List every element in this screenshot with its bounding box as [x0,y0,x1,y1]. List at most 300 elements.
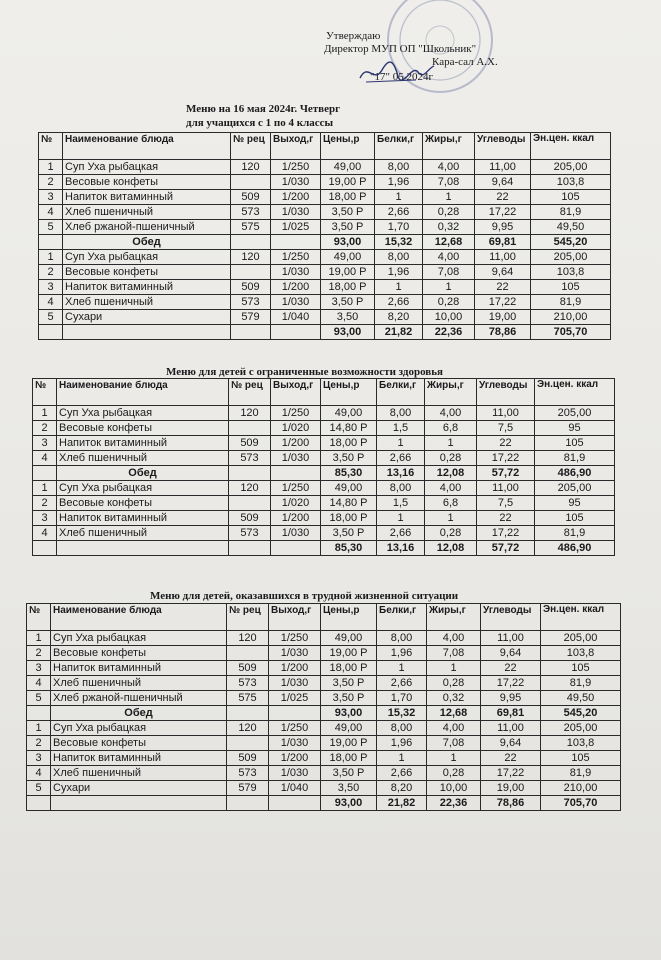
cell-fat: 10,00 [427,781,481,796]
cell-out: 1/250 [271,160,321,175]
cell-n: 3 [33,511,57,526]
cell-price: 19,00 Р [321,265,375,280]
column-header: № [27,604,51,631]
cell-n: 1 [33,406,57,421]
cell-fat: 12,08 [425,541,477,556]
cell-n: 3 [27,661,51,676]
subtotal-row [27,706,621,721]
table-row [27,691,621,706]
cell-prot: 1 [375,280,423,295]
cell-kcal: 103,8 [531,265,611,280]
cell-prot: 8,00 [377,631,427,646]
cell-rec: 509 [229,511,271,526]
cell-out: 1/250 [269,631,321,646]
cell-rec: 573 [231,205,271,220]
cell-n: 2 [39,265,63,280]
column-header: № рец [229,379,271,406]
cell-prot: 8,00 [375,160,423,175]
table-row [27,751,621,766]
cell-rec: 575 [231,220,271,235]
table-row [39,280,611,295]
column-header: Выход,г [269,604,321,631]
cell-name: Обед [63,235,231,250]
cell-prot: 2,66 [377,766,427,781]
cell-name [57,541,229,556]
cell-out: 1/030 [271,265,321,280]
cell-rec: 573 [231,295,271,310]
column-header: № [39,133,63,160]
cell-rec [227,796,269,811]
table-row [39,220,611,235]
cell-out: 1/030 [271,295,321,310]
cell-prot: 1,70 [375,220,423,235]
cell-prot: 15,32 [377,706,427,721]
cell-rec [229,466,271,481]
cell-fat: 4,00 [425,481,477,496]
cell-kcal: 105 [541,751,621,766]
cell-carb: 11,00 [481,721,541,736]
cell-kcal: 81,9 [535,526,615,541]
cell-prot: 15,32 [375,235,423,250]
approval-line-4: "17" 05 2024г [370,71,433,83]
column-header: Эн.цен. ккал [541,604,621,631]
cell-rec [227,646,269,661]
cell-prot: 1,96 [375,175,423,190]
cell-rec: 120 [227,631,269,646]
cell-n: 3 [39,190,63,205]
cell-out: 1/250 [269,721,321,736]
cell-carb: 22 [477,436,535,451]
cell-price: 49,00 [321,721,377,736]
cell-price: 3,50 Р [321,451,377,466]
cell-prot: 1 [377,751,427,766]
cell-out: 1/200 [271,280,321,295]
cell-carb: 11,00 [475,250,531,265]
cell-name: Напиток витаминный [51,751,227,766]
cell-kcal: 545,20 [531,235,611,250]
cell-prot: 1,96 [375,265,423,280]
menu-subtitle: для учащихся с 1 по 4 классы [186,117,334,129]
column-header: Белки,г [377,379,425,406]
cell-out: 1/025 [269,691,321,706]
menu-title: Меню на 16 мая 2024г. Четверг [186,103,341,115]
cell-kcal: 105 [531,280,611,295]
cell-n [33,466,57,481]
cell-carb: 11,00 [475,160,531,175]
cell-n: 1 [39,160,63,175]
cell-kcal: 49,50 [541,691,621,706]
table-row [39,190,611,205]
cell-fat: 6,8 [425,496,477,511]
cell-fat: 4,00 [423,160,475,175]
cell-out [269,706,321,721]
table-row [39,250,611,265]
total-row [27,796,621,811]
cell-carb: 9,64 [475,175,531,190]
column-header: Наименование блюда [57,379,229,406]
cell-rec: 509 [227,661,269,676]
cell-name: Суп Уха рыбацкая [57,481,229,496]
column-header: Жиры,г [425,379,477,406]
cell-n: 4 [27,676,51,691]
cell-price: 18,00 Р [321,280,375,295]
cell-n: 3 [27,751,51,766]
cell-carb: 9,64 [475,265,531,280]
cell-price: 93,00 [321,706,377,721]
cell-out: 1/250 [271,406,321,421]
cell-n: 1 [33,481,57,496]
cell-prot: 1,96 [377,736,427,751]
section-title-limited-health: Меню для детей с ограниченные возможности здоровья [166,366,444,378]
cell-n: 2 [33,421,57,436]
column-header: Цены,р [321,604,377,631]
cell-rec [229,421,271,436]
cell-prot: 2,66 [375,205,423,220]
cell-rec [231,325,271,340]
column-header: Выход,г [271,379,321,406]
cell-prot: 1 [377,661,427,676]
cell-rec: 579 [231,310,271,325]
cell-fat: 0,32 [423,220,475,235]
cell-n: 4 [27,766,51,781]
table-row [39,265,611,280]
cell-prot: 1,70 [377,691,427,706]
cell-kcal: 486,90 [535,541,615,556]
cell-kcal: 81,9 [541,676,621,691]
cell-price: 3,50 [321,781,377,796]
cell-price: 19,00 Р [321,736,377,751]
column-header: Углеводы [475,133,531,160]
cell-prot: 8,00 [377,721,427,736]
cell-price: 93,00 [321,325,375,340]
approval-line-3: Кара-сал А.Х. [432,56,498,68]
cell-name: Хлеб ржаной-пшеничный [51,691,227,706]
total-row [39,325,611,340]
cell-n [27,796,51,811]
cell-carb: 11,00 [477,481,535,496]
cell-fat: 1 [423,190,475,205]
cell-kcal: 205,00 [535,406,615,421]
cell-price: 93,00 [321,796,377,811]
table-header-row [39,133,611,160]
cell-carb: 9,64 [481,736,541,751]
cell-carb: 17,22 [475,295,531,310]
cell-carb: 19,00 [481,781,541,796]
cell-kcal: 486,90 [535,466,615,481]
cell-out: 1/030 [269,766,321,781]
cell-prot: 2,66 [377,676,427,691]
cell-fat: 6,8 [425,421,477,436]
table-row [33,526,615,541]
cell-prot: 2,66 [377,451,425,466]
cell-kcal: 105 [535,511,615,526]
cell-rec [229,496,271,511]
cell-carb: 17,22 [481,676,541,691]
cell-kcal: 81,9 [541,766,621,781]
column-header: № рец [231,133,271,160]
cell-out [271,466,321,481]
cell-out: 1/200 [271,511,321,526]
subtotal-row [39,235,611,250]
cell-n: 2 [27,736,51,751]
cell-price: 18,00 Р [321,661,377,676]
cell-fat: 0,28 [427,676,481,691]
cell-kcal: 103,8 [531,175,611,190]
cell-fat: 12,68 [427,706,481,721]
cell-carb: 7,5 [477,421,535,436]
cell-name: Хлеб пшеничный [63,205,231,220]
cell-price: 18,00 Р [321,436,377,451]
column-header: Белки,г [377,604,427,631]
cell-name: Весовые конфеты [57,496,229,511]
cell-kcal: 210,00 [531,310,611,325]
cell-name: Хлеб пшеничный [63,295,231,310]
cell-n: 2 [39,175,63,190]
cell-kcal: 205,00 [531,250,611,265]
table-row [27,661,621,676]
cell-rec [229,541,271,556]
cell-fat: 0,28 [423,205,475,220]
table-header-row [27,604,621,631]
cell-price: 49,00 [321,406,377,421]
column-header: Эн.цен. ккал [531,133,611,160]
cell-carb: 78,86 [481,796,541,811]
cell-kcal: 705,70 [541,796,621,811]
cell-name: Суп Уха рыбацкая [63,250,231,265]
cell-fat: 4,00 [423,250,475,265]
cell-carb: 17,22 [477,526,535,541]
cell-kcal: 103,8 [541,736,621,751]
cell-prot: 21,82 [377,796,427,811]
cell-carb: 9,64 [481,646,541,661]
cell-fat: 10,00 [423,310,475,325]
cell-prot: 1,96 [377,646,427,661]
cell-out: 1/030 [271,175,321,190]
cell-price: 49,00 [321,481,377,496]
cell-out: 1/020 [271,496,321,511]
cell-price: 3,50 Р [321,295,375,310]
cell-carb: 57,72 [477,466,535,481]
cell-kcal: 81,9 [531,205,611,220]
cell-price: 3,50 Р [321,691,377,706]
cell-name: Суп Уха рыбацкая [57,406,229,421]
column-header: Жиры,г [427,604,481,631]
cell-name [63,325,231,340]
cell-fat: 1 [425,511,477,526]
column-header: Цены,р [321,379,377,406]
cell-name: Обед [51,706,227,721]
cell-carb: 78,86 [475,325,531,340]
cell-n: 5 [39,220,63,235]
table-row [39,205,611,220]
column-header: Наименование блюда [63,133,231,160]
cell-n [27,706,51,721]
cell-carb: 17,22 [481,766,541,781]
cell-rec: 120 [227,721,269,736]
cell-prot: 1 [377,436,425,451]
cell-fat: 0,28 [425,526,477,541]
cell-kcal: 205,00 [541,721,621,736]
section-title-hard-situation: Меню для детей, оказавшихся в трудной жизненной ситуации [150,590,459,602]
cell-price: 18,00 Р [321,190,375,205]
cell-out: 1/030 [271,205,321,220]
table-row [33,436,615,451]
table-row [33,511,615,526]
cell-rec [227,706,269,721]
cell-kcal: 205,00 [531,160,611,175]
column-header: Эн.цен. ккал [535,379,615,406]
cell-price: 3,50 Р [321,676,377,691]
table-row [33,481,615,496]
cell-fat: 22,36 [423,325,475,340]
cell-fat: 0,28 [427,766,481,781]
cell-prot: 1 [375,190,423,205]
cell-out: 1/025 [271,220,321,235]
cell-out: 1/020 [271,421,321,436]
cell-name: Обед [57,466,229,481]
cell-fat: 7,08 [427,736,481,751]
cell-carb: 22 [481,751,541,766]
cell-prot: 2,66 [377,526,425,541]
cell-kcal: 105 [531,190,611,205]
cell-name: Хлеб пшеничный [51,766,227,781]
cell-out [269,796,321,811]
cell-name: Сухари [51,781,227,796]
cell-out: 1/030 [269,646,321,661]
cell-n [33,541,57,556]
column-header: Углеводы [481,604,541,631]
cell-kcal: 103,8 [541,646,621,661]
cell-kcal: 81,9 [535,451,615,466]
cell-n [39,325,63,340]
cell-out [271,235,321,250]
cell-fat: 7,08 [427,646,481,661]
table-header-row [33,379,615,406]
cell-kcal: 105 [535,436,615,451]
cell-carb: 19,00 [475,310,531,325]
cell-n: 4 [33,451,57,466]
cell-out: 1/040 [269,781,321,796]
cell-rec: 509 [231,280,271,295]
total-row [33,541,615,556]
cell-carb: 11,00 [481,631,541,646]
column-header: Углеводы [477,379,535,406]
table-row [27,631,621,646]
cell-out [271,541,321,556]
table-row [27,766,621,781]
cell-n: 1 [27,631,51,646]
cell-price: 3,50 Р [321,766,377,781]
cell-out: 1/030 [271,451,321,466]
cell-n: 5 [27,691,51,706]
cell-rec: 573 [229,526,271,541]
cell-name: Суп Уха рыбацкая [51,631,227,646]
cell-price: 93,00 [321,235,375,250]
table-row [27,736,621,751]
cell-carb: 9,95 [481,691,541,706]
cell-price: 85,30 [321,541,377,556]
cell-rec: 579 [227,781,269,796]
cell-rec: 120 [229,406,271,421]
cell-prot: 21,82 [375,325,423,340]
table-row [33,406,615,421]
cell-carb: 17,22 [477,451,535,466]
column-header: Выход,г [271,133,321,160]
table-row [33,421,615,436]
cell-n: 3 [33,436,57,451]
cell-price: 49,00 [321,160,375,175]
cell-prot: 8,00 [377,406,425,421]
cell-kcal: 49,50 [531,220,611,235]
cell-name: Сухари [63,310,231,325]
cell-rec [231,175,271,190]
cell-kcal: 705,70 [531,325,611,340]
cell-name: Хлеб пшеничный [57,451,229,466]
cell-n [39,235,63,250]
cell-prot: 13,16 [377,466,425,481]
subtotal-row [33,466,615,481]
cell-price: 3,50 Р [321,526,377,541]
cell-name [51,796,227,811]
table-row [39,295,611,310]
handwritten-signature [356,58,436,86]
table-row [27,646,621,661]
cell-prot: 8,00 [377,481,425,496]
cell-rec [231,265,271,280]
cell-price: 3,50 [321,310,375,325]
cell-fat: 12,68 [423,235,475,250]
cell-n: 4 [39,295,63,310]
cell-price: 19,00 Р [321,175,375,190]
cell-price: 85,30 [321,466,377,481]
cell-fat: 0,28 [423,295,475,310]
cell-carb: 57,72 [477,541,535,556]
column-header: Наименование блюда [51,604,227,631]
cell-prot: 13,16 [377,541,425,556]
cell-fat: 22,36 [427,796,481,811]
cell-out: 1/030 [271,526,321,541]
cell-fat: 1 [423,280,475,295]
cell-carb: 22 [477,511,535,526]
cell-rec [231,235,271,250]
cell-price: 19,00 Р [321,646,377,661]
table-row [27,781,621,796]
cell-rec: 509 [227,751,269,766]
table-row [27,721,621,736]
cell-name: Напиток витаминный [57,436,229,451]
cell-kcal: 210,00 [541,781,621,796]
menu-table-grades-1-4 [38,132,611,340]
cell-kcal: 95 [535,496,615,511]
cell-carb: 22 [481,661,541,676]
cell-fat: 12,08 [425,466,477,481]
cell-out: 1/200 [269,661,321,676]
cell-rec: 120 [231,250,271,265]
cell-name: Весовые конфеты [63,175,231,190]
cell-carb: 11,00 [477,406,535,421]
cell-fat: 1 [427,661,481,676]
cell-price: 18,00 Р [321,511,377,526]
cell-name: Весовые конфеты [63,265,231,280]
cell-fat: 4,00 [425,406,477,421]
cell-price: 49,00 [321,250,375,265]
cell-price: 18,00 Р [321,751,377,766]
cell-carb: 22 [475,190,531,205]
table-row [39,175,611,190]
cell-prot: 2,66 [375,295,423,310]
cell-name: Суп Уха рыбацкая [63,160,231,175]
cell-prot: 8,00 [375,250,423,265]
